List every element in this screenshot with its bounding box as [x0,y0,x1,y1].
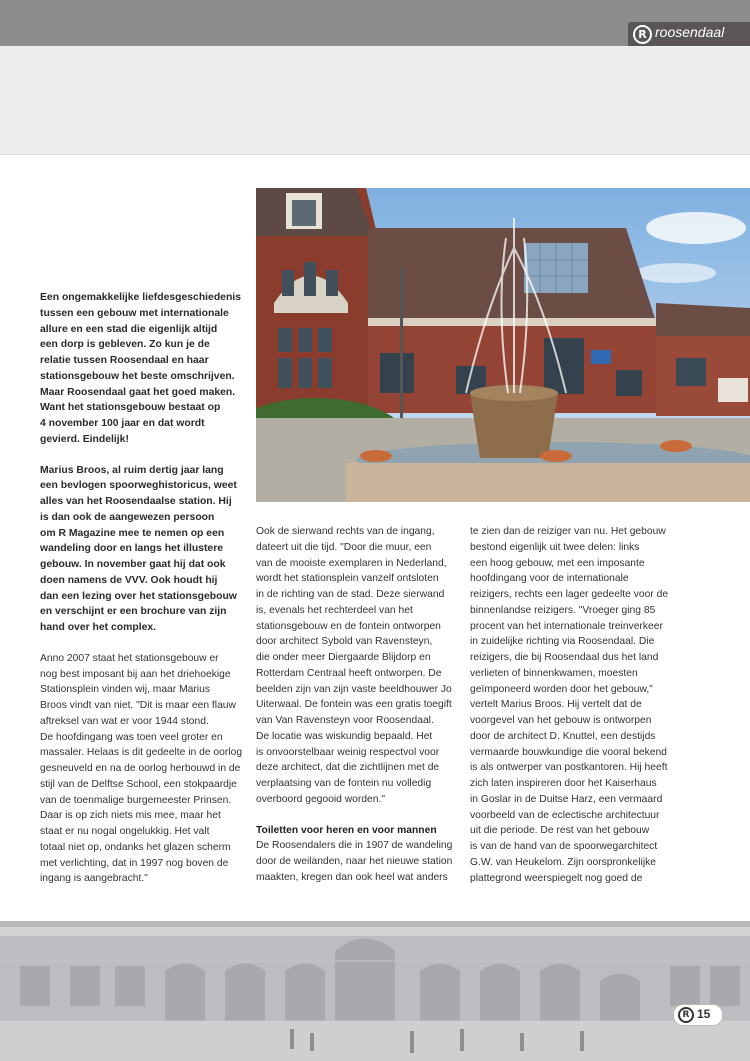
intro-line: om R Magazine mee te nemen op een [40,527,225,539]
body-line: gesneuveld en na de oorlog herbouwd in de [40,763,241,774]
body-line: die onder meer Diergaarde Blijdorp en [256,652,431,663]
body-line: overboord gegooid worden." [256,793,386,805]
body-line: De locatie was wiskundig bepaald. Het [256,730,433,742]
body-line: dateert uit die tijd. "Door die muur, een [256,541,432,553]
intro-line: een bevlogen spoorweghistoricus, weet [40,480,237,492]
body-line: door de weilanden, naar het nieuwe station [256,856,453,867]
body-line: geïmponeerd worden door het gebouw," [470,683,653,695]
intro-line: gevierd. Eindelijk! [40,433,129,445]
body-line: vertelt Marius Broos. Hij vertelt dat de [470,699,642,711]
station-photo [256,188,750,502]
body-paragraph [40,651,246,887]
intro-line: Want het stationsgebouw bestaat op [40,402,221,414]
intro-line: een dorp is gebleven. Zo kun je de [40,339,210,351]
intro-line: Maar Roosendaal gaat het goed maken. [40,386,236,398]
body-line: in zuidelijke richting via Roosendaal. Die [470,636,655,648]
intro-paragraph [40,290,246,448]
body-line: stijl van de Delftse School, een stokpaardje [40,778,237,790]
body-line: in Goslar in de Duitse Harz, een vermaard [470,793,663,805]
body-line: bestond eigenlijk uit twee delen: links [470,541,640,553]
intro-line: en verschijnt er een brochure van zijn [40,606,227,618]
r-logo-icon: R [678,1007,694,1023]
body-line: Anno 2007 staat het stationsgebouw er [40,652,219,664]
body-paragraph [256,838,458,885]
column-1 [40,290,246,887]
body-line: van de toenmalige burgemeester Prinsen. [40,794,232,806]
body-line: wordt het stationsplein vanzelf ontsloten [256,573,439,585]
body-line: in de richting van de stad. Deze sierwand [256,589,445,600]
body-line: Stationsplein vinden wij, maar Marius [40,684,210,696]
r-logo-icon: R [633,25,652,44]
body-line: door de architect D. Knuttel, een destijds [470,730,656,742]
body-line: plattegrond weerspiegelt nog goed de [470,872,643,884]
intro-line: alles van het Roosendaalse station. Hij [40,496,232,507]
body-line: aftreksel van wat er voor 1944 stond. [40,715,209,727]
intro-paragraph-2 [40,463,246,636]
body-line: Rotterdam Centraal heeft ontworpen. De [256,667,442,679]
section-label: roosendaal [655,24,725,40]
body-line: is als ontwerper van postkantoren. Hij heeft [470,762,668,774]
intro-line: is dan ook de aangewezen persoon [40,511,215,523]
body-line: Daar is op zich niets mis mee, maar het [40,810,221,822]
intro-line: tussen een gebouw met internationale [40,307,229,319]
body-line: met verlichting, dat in 1997 nog boven de [40,857,229,869]
intro-line: gebouw. In november gaat hij dat ook [40,559,226,570]
column-3 [470,524,680,886]
body-line: Broos vindt van niet. "Dit is maar een flauw [40,700,236,711]
body-line: verlieten of binnenkwamen, moesten [470,667,638,679]
body-line: ingang is aangebracht." [40,873,148,885]
body-line: massaler. Helaas is dit gedeelte in de oorlog [40,747,243,759]
body-line: Uiterwaal. De fontein was een gratis toegift [256,699,452,711]
body-line: vermaarde bouwkundige die vooral bekend [470,746,667,758]
intro-line: dan een lezing over het stationsgebouw [40,590,237,602]
body-line: hoofdingang voor de internationale [470,573,629,585]
body-line: uit die periode. De rest van het gebouw [470,825,650,837]
body-line: procent van het internationale treinverkeer [470,620,663,632]
body-line: staat er nu nogal ongelukkig. Het valt [40,826,210,837]
body-line: door architect Sybold van Ravensteyn, [256,636,433,648]
body-line: is van de hand van de spoorwegarchitect [470,841,658,852]
body-line: deze architect, dat die zichtlijnen met de [256,762,440,774]
body-line: verplaatsing van de fontein nu volledig [256,778,432,789]
intro-line: doen namens de VVV. Ook houdt hij [40,574,218,586]
body-line: De hoofdingang was toen veel groter en [40,731,223,743]
body-line: maakten, kregen dan ook heel wat anders [256,871,448,883]
intro-line: 4 november 100 jaar en dat wordt [40,418,205,429]
page-number: 15 [697,1007,711,1021]
body-line: is, evenals het rechterdeel van het [256,604,413,616]
historic-station-photo [0,921,750,1061]
page-number-badge [673,1004,723,1026]
intro-line: hand over het complex. [40,622,157,633]
body-line: reizigers, rechts een lager gedeelte voor de [470,589,669,600]
body-line: nog best imposant bij aan het driehoekige [40,668,231,680]
column-2 [256,524,458,886]
body-paragraph [470,524,680,886]
body-line: reizigers, die bij Roosendaal dus het land [470,652,659,663]
body-line: G.W. van Heukelom. Zijn oorspronkelijke [470,856,656,868]
intro-line: Een ongemakkelijke liefdesgeschiedenis [40,292,241,303]
intro-line: allure en een stad die eigenlijk altijd [40,323,218,335]
intro-line: wandeling door en langs het illustere [40,543,224,555]
body-line: binnenlandse reizigers. "Vroeger ging 85 [470,604,656,616]
body-line: zich laten inspireren door het Kaiserhaus [470,778,657,789]
body-line: stationsgebouw en de fontein ontworpen [256,620,441,632]
body-line: te zien dan de reiziger van nu. Het gebouw [470,526,666,537]
body-line: totaal niet op, ondanks het glazen scherm [40,841,231,853]
section-tab [628,22,750,46]
section-heading: Toiletten voor heren en voor mannen [256,824,437,836]
body-line: van Van Ravensteyn voor Roosendaal. [256,715,434,726]
header-light-band [0,46,750,155]
body-line: een hoog gebouw, met een imposante [470,557,645,569]
body-line: van de mooiste exemplaren in Nederland, [256,557,447,569]
body-line: is onvoorstelbaar weinig respectvol voor [256,746,440,758]
body-paragraph [256,524,458,808]
intro-line: stationsgebouw het beste omschrijven. [40,370,235,382]
intro-line: Marius Broos, al ruim dertig jaar lang [40,464,224,476]
body-line: voorbeeld van de eclectische architectuur [470,809,660,821]
body-line: voorgevel van het gebouw is ontworpen [470,715,652,726]
body-line: De Roosendalers die in 1907 de wandeling [256,840,453,852]
intro-line: relatie tussen Roosendaal en haar [40,355,209,366]
body-line: beelden zijn van zijn vaste beeldhouwer Jo [256,683,452,695]
body-line: Ook de sierwand rechts van de ingang, [256,526,435,537]
